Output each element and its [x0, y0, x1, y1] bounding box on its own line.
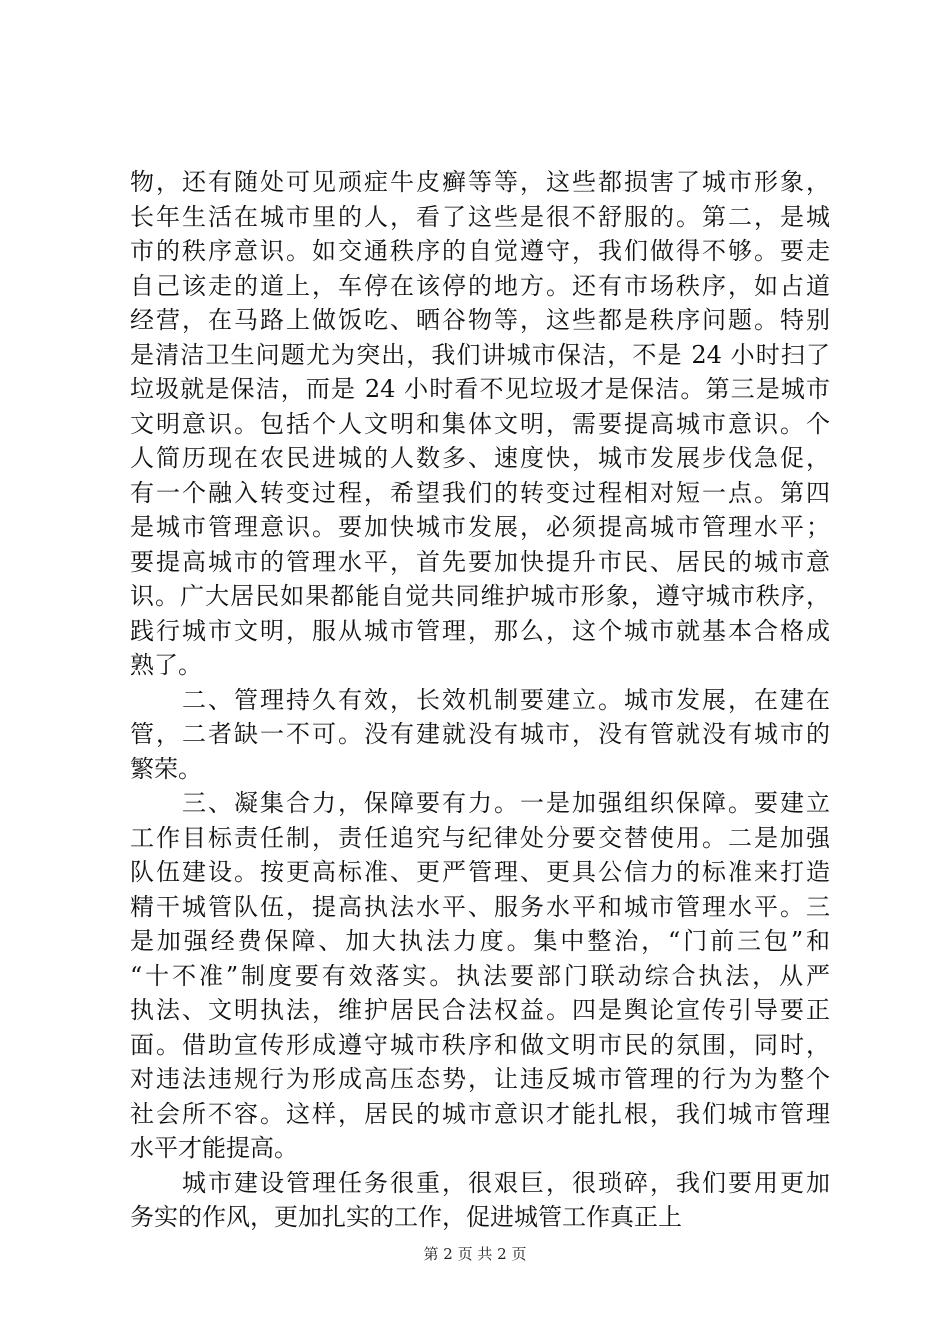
text-line: 有一个融入转变过程，希望我们的转变过程相对短一点。第四 [130, 478, 830, 507]
text-line: 自己该走的道上，车停在该停的地方。还有市场秩序，如占道 [130, 271, 830, 300]
text-line: 执法、文明执法，维护居民合法权益。四是舆论宣传引导要正 [130, 996, 830, 1024]
text-line: 是城市管理意识。要加快城市发展，必须提高城市管理水平； [130, 513, 830, 541]
text-line: 社会所不容。这样，居民的城市意识才能扎根，我们城市管理 [130, 1099, 830, 1128]
text-line: 是清洁卫生问题尤为突出，我们讲城市保洁，不是 24 小时扫了 [130, 340, 830, 369]
text-line-paragraph-end: 繁荣。 [130, 754, 202, 783]
text-line: 对违法违规行为形成高压态势，让违反城市管理的行为为整个 [130, 1065, 830, 1093]
text-line: 是加强经费保障、加大执法力度。集中整治，“门前三包”和 [130, 927, 830, 955]
text-line: 市的秩序意识。如交通秩序的自觉遵守，我们做得不够。要走 [130, 237, 830, 265]
text-line: 物，还有随处可见顽症牛皮癣等等，这些都损害了城市形象， [130, 168, 830, 196]
text-line: 垃圾就是保洁，而是 24 小时看不见垃圾才是保洁。第三是城市 [130, 375, 830, 403]
document-body [130, 165, 830, 1235]
text-line-paragraph-end: 水平才能提高。 [130, 1134, 298, 1162]
text-line: 城市建设管理任务很重，很艰巨，很琐碎，我们要用更加 [130, 1168, 830, 1197]
text-line: 识。广大居民如果都能自觉共同维护城市形象，遵守城市秩序， [130, 582, 830, 610]
page-number-footer: 第 2 页 共 2 页 [423, 1245, 527, 1263]
text-line: 经营，在马路上做饭吃、晒谷物等，这些都是秩序问题。特别 [130, 306, 830, 334]
text-line: 文明意识。包括个人文明和集体文明，需要提高城市意识。个 [130, 409, 830, 438]
text-line: 人简历现在农民进城的人数多、速度快，城市发展步伐急促， [130, 444, 830, 472]
text-line: 要提高城市的管理水平，首先要加快提升市民、居民的城市意 [130, 547, 830, 576]
text-line: 精干城管队伍，提高执法水平、服务水平和城市管理水平。三 [130, 892, 830, 921]
text-line: 践行城市文明，服从城市管理，那么，这个城市就基本合格成 [130, 616, 830, 645]
text-line-paragraph-end: 务实的作风，更加扎实的工作，促进城管工作真正上 [130, 1203, 682, 1231]
text-line-paragraph-end: 熟了。 [130, 651, 202, 679]
text-line: 三、凝集合力，保障要有力。一是加强组织保障。要建立 [130, 789, 830, 817]
text-line: 队伍建设。按更高标准、更严管理、更具公信力的标准来打造 [130, 858, 830, 886]
text-line: 二、管理持久有效，长效机制要建立。城市发展，在建在 [130, 685, 830, 714]
text-line: 工作目标责任制，责任追究与纪律处分要交替使用。二是加强 [130, 823, 830, 852]
text-line: 长年生活在城市里的人，看了这些是很不舒服的。第二，是城 [130, 202, 830, 231]
text-line: “十不准”制度要有效落实。执法要部门联动综合执法，从严 [130, 961, 830, 990]
text-line: 面。借助宣传形成遵守城市秩序和做文明市民的氛围，同时， [130, 1030, 830, 1059]
text-line: 管，二者缺一不可。没有建就没有城市，没有管就没有城市的 [130, 720, 830, 748]
